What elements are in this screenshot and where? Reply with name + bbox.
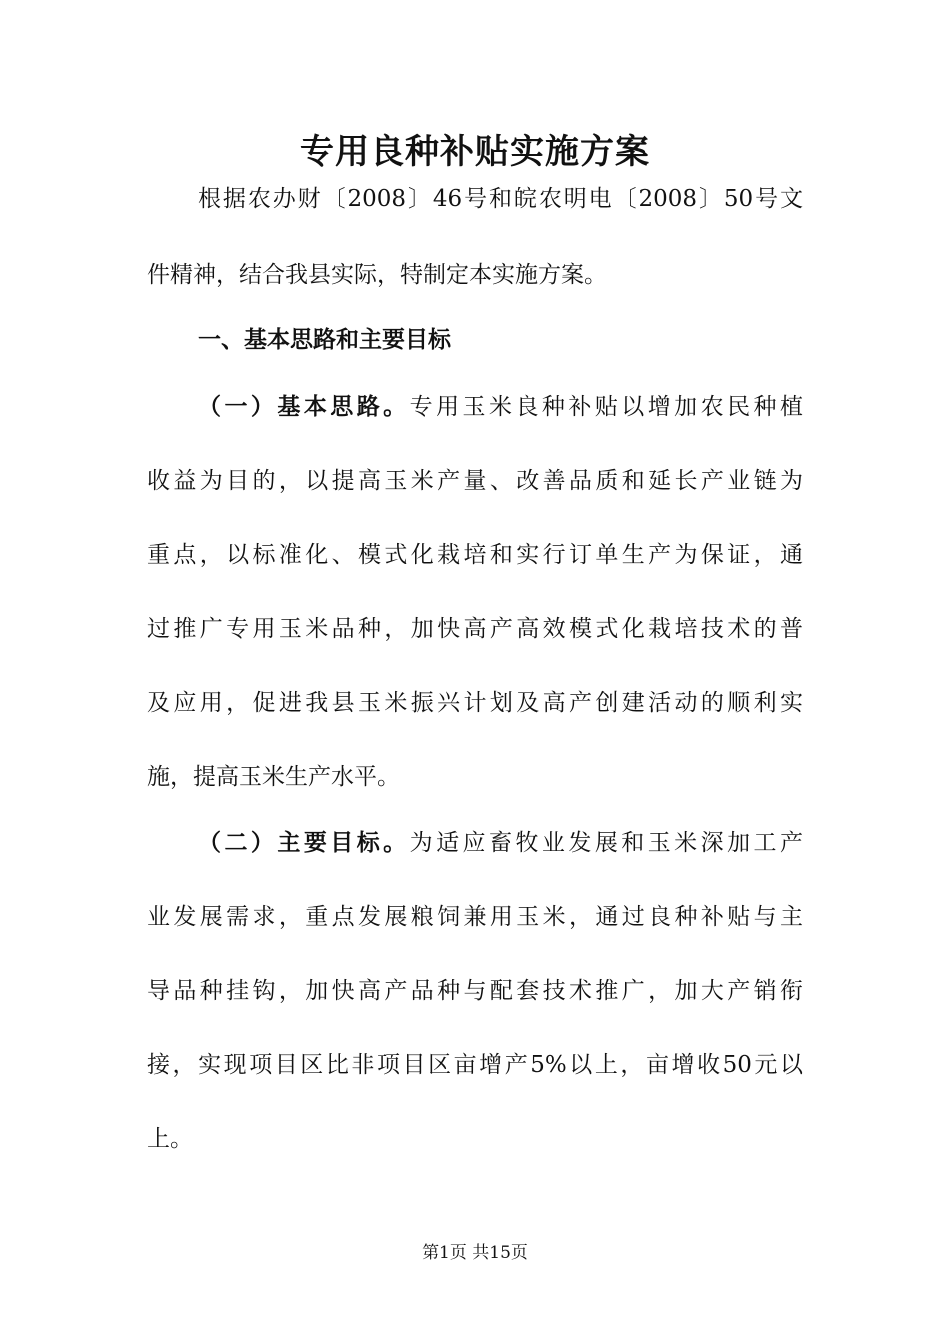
para1-line-4: 过推广专用玉米品种，加快高产高效模式化栽培技术的普 [147, 616, 803, 642]
para1-lead: （一）基本思路。 [198, 393, 410, 420]
para1-line-1 [198, 389, 803, 425]
para2-line-1 [198, 825, 803, 861]
para2-line-5: 上。 [147, 1126, 193, 1152]
para1-line-6: 施，提高玉米生产水平。 [147, 764, 400, 790]
para2-lead: （二）主要目标。 [198, 829, 410, 856]
para1-line-3: 重点，以标准化、模式化栽培和实行订单生产为保证，通 [147, 542, 803, 568]
para1-line-5: 及应用，促进我县玉米振兴计划及高产创建活动的顺利实 [147, 690, 803, 716]
para2-line-2: 业发展需求，重点发展粮饲兼用玉米，通过良种补贴与主 [147, 904, 803, 930]
intro-line-1: 根据农办财〔2008〕46号和皖农明电〔2008〕50号文 [198, 186, 803, 212]
section-heading: 一、基本思路和主要目标 [198, 326, 451, 353]
para1-line-2: 收益为目的，以提高玉米产量、改善品质和延长产业链为 [147, 468, 803, 494]
para2-line-3: 导品种挂钩，加快高产品种与配套技术推广，加大产销衔 [147, 978, 803, 1004]
page-title: 专用良种补贴实施方案 [300, 132, 650, 172]
para2-line-4: 接，实现项目区比非项目区亩增产5%以上，亩增收50元以 [147, 1052, 803, 1078]
para2-first-rest: 为适应畜牧业发展和玉米深加工产 [409, 830, 804, 856]
intro-line-2: 件精神，结合我县实际，特制定本实施方案。 [147, 262, 607, 288]
page-footer: 第1页 共15页 [422, 1243, 528, 1263]
para1-first-rest: 专用玉米良种补贴以增加农民种植 [409, 394, 804, 420]
